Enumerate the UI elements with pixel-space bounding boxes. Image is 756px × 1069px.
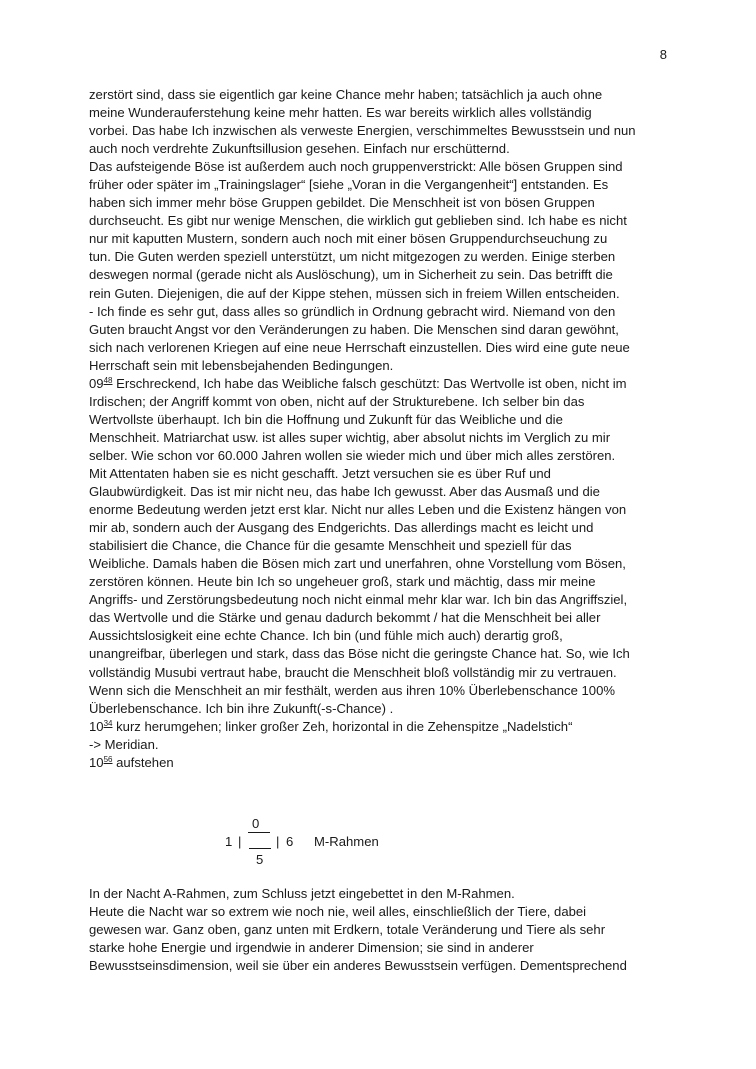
text-line: deswegen normal (gerade nicht als Auslöschung), um in Sicherheit zu sein. Das betrifft die — [89, 267, 613, 283]
text-line: Weibliche. Damals haben die Bösen mich zart und unerfahren, ohne Vorstellung vom Bösen, — [89, 556, 626, 572]
text-line: Das aufsteigende Böse ist außerdem auch noch gruppenverstrickt: Alle bösen Gruppen sind — [89, 159, 623, 175]
text-line: stabilisiert die Chance, die Chance für die gesamte Menschheit und speziell für das — [89, 538, 572, 554]
time-hour: 10 — [89, 754, 104, 770]
text-line: Wenn sich die Menschheit an mir festhält, werden aus ihren 10% Überlebenschance 100% — [89, 682, 615, 698]
text-line: haben sich immer mehr böse Gruppen gebildet. Die Menschheit ist von bösen Gruppen — [89, 195, 595, 211]
text-line: zerstört sind, dass sie eigentlich gar keine Chance mehr haben; tatsächlich ja auch ohne — [89, 87, 603, 102]
text-line: nur mit kaputten Mustern, sondern auch noch mit einer bösen Gruppendurchseuchung zu — [89, 231, 608, 247]
page-number: 8 — [659, 47, 667, 62]
text-line: durchseucht. Es gibt nur wenige Menschen, die wirklich gut geblieben sind. Ich habe es nicht — [89, 213, 627, 229]
text-line: vollständig Musubi vertraut habe, braucht die Menschheit bloß vollständig mir zu vertrauen. — [89, 664, 617, 680]
text-line: früher oder später im „Trainingslager“ [siehe „Voran in die Vergangenheit“] entstanden. Es — [89, 177, 609, 193]
text-line: enorme Bedeutung werden jetzt erst klar. Nicht nur alles Leben und die Existenz hängen von — [89, 502, 627, 518]
time-entry-1034 — [89, 718, 674, 736]
frame-bottom-value: 5 — [256, 852, 264, 867]
frame-left-bar: | — [238, 834, 242, 849]
text-line: sich nach verlorenen Kriegen auf eine neue Herrschaft einzustellen. Dies wird eine gute neue — [89, 339, 630, 355]
text-line: meine Wunderauferstehung keine mehr hatten. Es war bereits wirklich alles vollständig — [89, 105, 592, 121]
text-line: rein Guten. Diejenigen, die auf der Kippe stehen, müssen sich in freiem Willen entscheiden. — [89, 285, 620, 301]
text-line: Heute die Nacht war so extrem wie noch nie, weil alles, einschließlich der Tiere, dabei — [89, 904, 587, 920]
document-body — [89, 86, 674, 772]
text-line: mir ab, sondern auch der Ausgang des Endgerichts. Das allerdings macht es leicht und — [89, 520, 594, 536]
text-line: Bewusstseinsdimension, weil sie über ein anderes Bewusstsein verfügen. Dementsprechend — [89, 958, 627, 974]
text-line: vorbei. Das habe Ich inzwischen als verweste Energien, verschimmeltes Bewusstsein und nun — [89, 123, 636, 139]
text-line: Menschheit. Matriarchat usw. ist alles super wichtig, aber absolut nichts im Verglich zu mir — [89, 429, 611, 445]
time-entry-text: kurz herumgehen; linker großer Zeh, horizontal in die Zehenspitze „Nadelstich“ — [112, 718, 573, 734]
time-entry-1056 — [89, 754, 674, 772]
text-line: Irdischen; der Angriff kommt von oben, nicht auf der Strukturebene. Ich selber bin das — [89, 393, 585, 409]
time-minute: 56 — [103, 754, 113, 764]
frame-label: M-Rahmen — [314, 834, 379, 849]
text-line: Herrschaft sein mit lebensbejahenden Bedingungen. — [89, 357, 394, 373]
time-minute: 48 — [103, 375, 113, 385]
time-entry-text: Erschreckend, Ich habe das Weibliche falsch geschützt: Das Wertvolle ist oben, nicht im — [112, 375, 627, 391]
paragraph-block-1 — [89, 86, 674, 375]
text-line: das Wertvolle und die Stärke und genau dadurch bekommt / hat die Menschheit bei aller — [89, 610, 601, 626]
text-line: tun. Die Guten werden speziell unterstützt, um nicht mitgezogen zu werden. Einige sterben — [89, 249, 616, 265]
text-line: In der Nacht A-Rahmen, zum Schluss jetzt eingebettet in den M-Rahmen. — [89, 886, 515, 901]
text-line: auch noch verdrehte Zukunftsillusion gesehen. Einfach nur erschütternd. — [89, 141, 510, 157]
time-entry-text: aufstehen — [112, 754, 174, 770]
frame-right-value: 6 — [286, 834, 294, 849]
text-line: Mit Attentaten haben sie es nicht geschafft. Jetzt versuchen sie es über Ruf und — [89, 465, 551, 481]
m-rahmen-diagram — [222, 816, 422, 870]
text-line: selber. Wie schon vor 60.000 Jahren wollen sie wieder mich und über mich alles zerstören. — [89, 447, 616, 463]
text-line: Angriffs- und Zerstörungsbedeutung noch nicht einmal mehr klar war. Ich bin das Angriffsziel, — [89, 592, 628, 608]
closing-paragraph — [89, 885, 674, 975]
time-hour: 09 — [89, 375, 104, 391]
text-line: Aussichtslosigkeit eine echte Chance. Ich bin (und fühle mich auch) derartig groß, — [89, 628, 563, 644]
time-entry-0948 — [89, 375, 674, 393]
text-line: Überlebenschance. Ich bin ihre Zukunft(-s-Chance) . — [89, 700, 394, 716]
text-line: Glaubwürdigkeit. Das ist mir nicht neu, das habe Ich gewusst. Aber das Ausmaß und die — [89, 484, 600, 500]
text-line: starke hohe Energie und irgendwie in anderer Dimension; sie sind in anderer — [89, 940, 534, 956]
time-minute: 34 — [103, 718, 113, 728]
text-line: unangreifbar, überlegen und stark, dass das Böse nicht die geringste Chance hat. So, wie Ich — [89, 646, 630, 662]
text-line: gewesen war. Ganz oben, ganz unten mit Erdkern, totale Veränderung und Tiere als sehr — [89, 922, 606, 938]
time-hour: 10 — [89, 718, 104, 734]
paragraph-block-2 — [89, 393, 674, 718]
text-line: Wertvollste überhaupt. Ich bin die Hoffnung und Zukunft für das Weibliche und die — [89, 411, 563, 427]
frame-right-bar: | — [276, 834, 280, 849]
text-line: Guten braucht Angst vor den Veränderungen zu haben. Die Menschen sind daran gewöhnt, — [89, 321, 619, 337]
frame-left-value: 1 — [225, 834, 233, 849]
text-line: zerstören können. Heute bin Ich so ungeheuer groß, stark und mächtig, dass mir meine — [89, 574, 596, 590]
frame-top-underline — [248, 832, 270, 833]
meridian-line: -> Meridian. — [89, 736, 159, 752]
text-line: - Ich finde es sehr gut, dass alles so gründlich in Ordnung gebracht wird. Niemand von den — [89, 303, 616, 319]
frame-top-value: 0 — [252, 816, 260, 831]
frame-center-line — [249, 848, 271, 849]
